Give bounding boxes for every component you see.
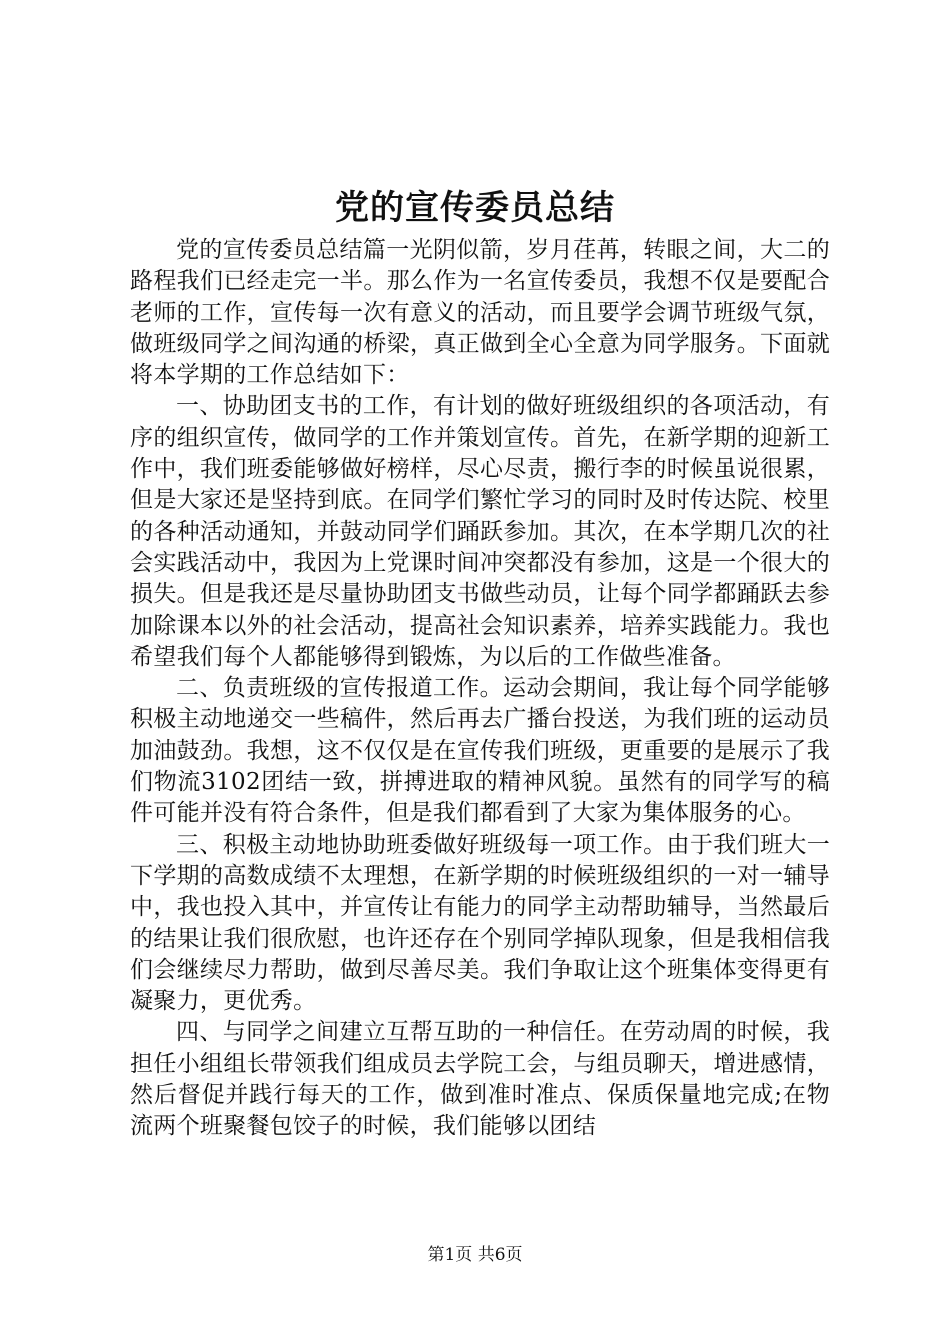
page-footer: 第1页 共6页 xyxy=(427,1245,523,1265)
paragraph-section-4: 四、与同学之间建立互帮互助的一种信任。在劳动周的时候，我担任小组组长带领我们组成员去学院工会，与组员聊天，增进感情，然后督促并践行每天的工作，做到准时准点、保质保量地完成;在物流两个班聚餐包饺子的时候，我们能够以团结 xyxy=(130,1019,830,1140)
document-title: 党的宣传委员总结 xyxy=(335,188,615,228)
paragraph-section-3: 三、积极主动地协助班委做好班级每一项工作。由于我们班大一下学期的高数成绩不太理想，在新学期的时候班级组织的一对一辅导中，我也投入其中，并宣传让有能力的同学主动帮助辅导，当然最后的结果让我们很欣慰，也许还存在个别同学掉队现象，但是我相信我们会继续尽力帮助，做到尽善尽美。我们争取让这个班集体变得更有凝聚力，更优秀。 xyxy=(130,831,830,1015)
paragraph-intro: 党的宣传委员总结篇一光阴似箭，岁月荏苒，转眼之间，大二的路程我们已经走完一半。那么作为一名宣传委员，我想不仅是要配合老师的工作，宣传每一次有意义的活动，而且要学会调节班级气氛，做班级同学之间沟通的桥梁，真正做到全心全意为同学服务。下面就将本学期的工作总结如下： xyxy=(130,237,830,389)
paragraph-section-2: 二、负责班级的宣传报道工作。运动会期间，我让每个同学能够积极主动地递交一些稿件，然后再去广播台投送，为我们班的运动员加油鼓劲。我想，这不仅仅是在宣传我们班级，更重要的是展示了我们物流3102团结一致，拼搏进取的精神风貌。虽然有的同学写的稿件可能并没有符合条件，但是我们都看到了大家为集体服务的心。 xyxy=(130,675,830,827)
document-body xyxy=(130,235,830,1143)
paragraph-section-1: 一、协助团支书的工作，有计划的做好班级组织的各项活动，有序的组织宣传，做同学的工作并策划宣传。首先，在新学期的迎新工作中，我们班委能够做好榜样，尽心尽责，搬行李的时候虽说很累，但是大家还是坚持到底。在同学们繁忙学习的同时及时传达院、校里的各种活动通知，并鼓动同学们踊跃参加。其次，在本学期几次的社会实践活动中，我因为上党课时间冲突都没有参加，这是一个很大的损失。但是我还是尽量协助团支书做些动员，让每个同学都踊跃去参加除课本以外的社会活动，提高社会知识素养，培养实践能力。我也希望我们每个人都能够得到锻炼，为以后的工作做些准备。 xyxy=(130,393,830,670)
